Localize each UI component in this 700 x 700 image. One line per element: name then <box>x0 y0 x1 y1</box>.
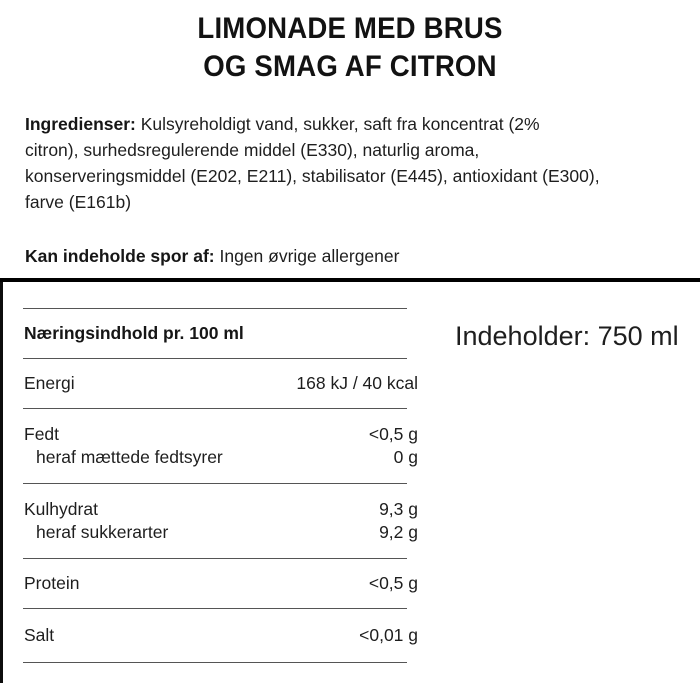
nutrient-subvalue: 9,2 g <box>379 522 418 542</box>
ingredients-text: Kulsyreholdigt vand, sukker, saft fra koncentrat (2% <box>140 114 540 134</box>
nutrient-sublabel: heraf mættede fedtsyrer <box>36 447 223 467</box>
nutrient-value: 9,3 g <box>379 499 418 519</box>
allergens-section <box>25 243 685 269</box>
nutrition-header-row <box>23 309 420 358</box>
table-rule <box>23 662 407 663</box>
nutrient-value: <0,5 g <box>368 424 418 444</box>
table-row <box>23 409 420 483</box>
table-row <box>23 359 420 408</box>
table-row <box>23 484 420 558</box>
nutrient-label: Protein <box>24 573 80 593</box>
nutrient-value: 168 kJ / 40 kcal <box>296 373 418 393</box>
ingredients-line: farve (E161b) <box>25 192 132 212</box>
nutrient-value: <0,5 g <box>368 573 418 593</box>
nutrient-sublabel: heraf sukkerarter <box>36 522 169 542</box>
product-title-line2: OG SMAG AF CITRON <box>203 50 497 83</box>
volume-statement: Indeholder: 750 ml <box>455 321 679 351</box>
ingredients-line: konserveringsmiddel (E202, E211), stabilisator (E445), antioxidant (E300), <box>25 166 600 186</box>
nutrition-table <box>23 308 420 663</box>
nutrient-label: Energi <box>24 373 75 393</box>
table-row <box>23 559 420 608</box>
ingredients-line <box>25 111 685 137</box>
product-title-line1: LIMONADE MED BRUS <box>197 12 503 45</box>
ingredients-line: citron), surhedsregulerende middel (E330), naturlig aroma, <box>25 140 480 160</box>
table-row <box>23 609 420 662</box>
nutrition-header: Næringsindhold pr. 100 ml <box>24 323 244 343</box>
product-title <box>28 10 672 86</box>
nutrient-label: Fedt <box>24 424 60 444</box>
allergens-label: Kan indeholde spor af: <box>25 246 215 266</box>
ingredients-section <box>25 111 685 215</box>
nutrient-label: Kulhydrat <box>24 499 98 519</box>
nutrient-label: Salt <box>24 625 55 645</box>
left-edge-bar <box>0 282 3 683</box>
section-divider <box>0 278 700 282</box>
ingredients-label: Ingredienser: <box>25 114 136 134</box>
nutrient-subvalue: 0 g <box>393 447 418 467</box>
allergens-text: Ingen øvrige allergener <box>219 246 400 266</box>
nutrient-value: <0,01 g <box>359 625 418 645</box>
